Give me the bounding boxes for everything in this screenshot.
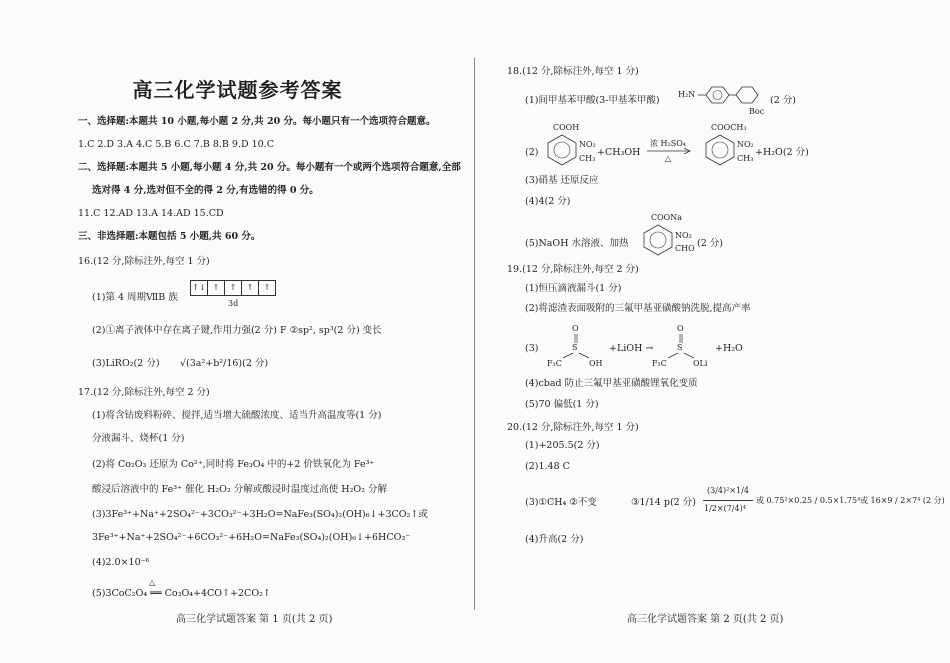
orbital-box: ↑ xyxy=(224,280,242,296)
q16-part3-formula: √(3a²+b²/16)(2 分) xyxy=(180,358,269,369)
q20-kp-decimal: 或 0.75²×0.25 / 0.5×1.75⁴ xyxy=(756,496,861,505)
q16-part3: (3)LiRO₂(2 分) xyxy=(92,358,160,369)
q16-part2: (2)①离子液体中存在离子键,作用力强(2 分) F ②sp², sp³(2 分) 变长 xyxy=(92,325,382,336)
q18-cond-bottom: △ xyxy=(665,154,672,163)
q17-heading: 17.(12 分,除标注外,每空 2 分) xyxy=(78,387,210,398)
q20-fraction-bar xyxy=(703,500,753,501)
q18-5-no2: NO₂ xyxy=(675,231,692,240)
q20-kp-integer: 或 16×9 / 2×7⁴ (2 分) xyxy=(860,496,945,505)
q18-plus-methanol: +CH₃OH xyxy=(597,147,641,158)
q17-heat-symbol: △ xyxy=(149,578,156,587)
q19-f3c-1: F₃C xyxy=(547,359,562,368)
section-2-heading-cont: 选对得 4 分,选对但不全的得 2 分,有选错的得 0 分。 xyxy=(92,185,319,196)
q17-part2: (2)将 Co₂O₃ 还原为 Co²⁺,同时将 Fe₃O₄ 中的+2 价铁氧化为 Fe³⁺ xyxy=(92,459,375,470)
q18-part5: (5)NaOH 水溶液、加热 xyxy=(525,238,629,249)
q19-heading: 19.(12 分,除标注外,每空 2 分) xyxy=(507,264,639,275)
q20-part3-pressure: ③1/14 p(2 分) xyxy=(631,497,696,508)
q19-part3-label: (3) xyxy=(525,343,539,354)
q18-product-ch3: CH₃ xyxy=(737,154,754,163)
q18-part3: (3)硝基 还原反应 xyxy=(525,175,599,186)
page-footer: 高三化学试题答案 第 1 页(共 2 页) xyxy=(176,614,333,625)
q18-cooh: COOH xyxy=(553,123,580,132)
q18-product-no2: NO₂ xyxy=(737,140,754,149)
section-3-heading: 三、非选择题:本题包括 5 小题,共 60 分。 xyxy=(78,231,261,242)
q18-part4: (4)4(2 分) xyxy=(525,196,571,207)
q19-oh: OH xyxy=(589,359,603,368)
q17-part3: (3)3Fe³⁺+Na⁺+2SO₄²⁻+3CO₃²⁻+3H₂O=NaFe₃(SO₄)₂(OH)₆↓+3CO₂↑或 xyxy=(92,509,428,520)
q20-part2: (2)1.48 C xyxy=(525,461,570,472)
q18-part1: (1)间甲基苯甲酸(3-甲基苯甲酸) xyxy=(525,95,660,106)
page-2 xyxy=(475,0,950,663)
q19-part2: (2)将滤渣表面吸附的三氟甲基亚磺酸钠洗脱,提高产率 xyxy=(525,303,751,314)
page-title: 高三化学试题参考答案 xyxy=(132,78,343,102)
orbital-box: ↑↓ xyxy=(190,280,208,296)
q17-part1: (1)将含钴废料粉碎、搅拌,适当增大硫酸浓度、适当升高温度等(1 分) xyxy=(92,410,382,421)
q18-5-cho: CHO xyxy=(675,244,695,253)
q19-o-2: O xyxy=(677,324,684,333)
section-1-answers: 1.C 2.D 3.A 4.C 5.B 6.C 7.B 8.B 9.D 10.C xyxy=(78,139,274,150)
q19-part4: (4)cbad 防止三氟甲基亚磺酸锂氧化变质 xyxy=(525,378,698,389)
q16-heading: 16.(12 分,除标注外,每空 1 分) xyxy=(78,256,210,267)
q19-f3c-2: F₃C xyxy=(652,359,667,368)
q17-part3-cont: 3Fe³⁺+Na⁺+2SO₄²⁻+6CO₃²⁻+6H₂O=NaFe₃(SO₄)₂(OH)₆↓+6HCO₃⁻ xyxy=(92,532,411,543)
q16-part1: (1)第 4 周期ⅦB 族 xyxy=(92,292,178,303)
q18-benzene-reactant xyxy=(545,133,579,167)
q18-boc-label: Boc xyxy=(749,107,765,116)
q19-bonds-1 xyxy=(553,333,601,359)
q19-water: +H₂O xyxy=(715,343,743,354)
q19-s-2: S xyxy=(677,343,683,352)
q16-3d-label: 3d xyxy=(228,299,239,308)
q19-s-1: S xyxy=(572,343,578,352)
q19-part5: (5)70 偏低(1 分) xyxy=(525,399,599,410)
q18-part2-label: (2) xyxy=(525,147,539,158)
q16-orbital-diagram xyxy=(190,280,275,296)
q19-bonds-2 xyxy=(658,333,706,359)
q19-o-1: O xyxy=(572,324,579,333)
q20-part1: (1)+205.5(2 分) xyxy=(525,440,600,451)
q18-coona: COONa xyxy=(651,213,683,222)
q18-part1-score: (2 分) xyxy=(770,95,796,106)
q17-part2-cont: 酸浸后溶液中的 Fe³⁺ 催化 H₂O₂ 分解或酸浸时温度过高使 H₂O₂ 分解 xyxy=(92,484,388,495)
q18-cond-top: 浓 H₂SO₄ xyxy=(650,139,686,148)
q18-heading: 18.(12 分,除标注外,每空 1 分) xyxy=(507,66,639,77)
q18-cooch3: COOCH₃ xyxy=(711,123,747,132)
orbital-box: ↑ xyxy=(207,280,225,296)
q19-oli: OLi xyxy=(693,359,708,368)
q20-part3: (3)①CH₄ ②不变 xyxy=(525,497,597,508)
q18-benzene-5 xyxy=(641,223,675,257)
q20-kp-denominator: 1/2×(7/4)⁴ xyxy=(704,504,746,513)
q17-part5: (5)3CoC₂O₄ ══ Co₃O₄+4CO↑+2CO₂↑ xyxy=(92,588,271,599)
q18-struct-nh2: H₂N xyxy=(678,90,696,99)
q18-part5-score: (2 分) xyxy=(697,238,723,249)
orbital-box: ↑ xyxy=(258,280,276,296)
q18-benzene-product xyxy=(703,133,737,167)
q20-part4: (4)升高(2 分) xyxy=(525,534,584,545)
section-1-heading: 一、选择题:本题共 10 小题,每小题 2 分,共 20 分。每小题只有一个选项符合题意。 xyxy=(78,116,436,127)
q17-part4: (4)2.0×10⁻⁶ xyxy=(92,557,150,568)
q18-no2: NO₂ xyxy=(579,140,596,149)
orbital-box: ↑ xyxy=(241,280,259,296)
q20-heading: 20.(12 分,除标注外,每空 1 分) xyxy=(507,422,639,433)
page-footer: 高三化学试题答案 第 2 页(共 2 页) xyxy=(627,614,784,625)
q18-product-water: +H₂O(2 分) xyxy=(755,147,809,158)
q19-part1: (1)恒压滴液漏斗(1 分) xyxy=(525,283,622,294)
section-2-answers: 11.C 12.AD 13.A 14.AD 15.CD xyxy=(78,208,224,219)
q20-kp-numerator: (3/4)²×1/4 xyxy=(707,486,749,495)
q19-plus-lioh: +LiOH → xyxy=(609,343,654,354)
q18-ch3: CH₃ xyxy=(579,154,596,163)
q17-part1-cont: 分液漏斗、烧杯(1 分) xyxy=(92,433,185,444)
section-2-heading: 二、选择题:本题共 5 小题,每小题 4 分,共 20 分。每小题有一个或两个选项符合题意,全部 xyxy=(78,162,461,173)
